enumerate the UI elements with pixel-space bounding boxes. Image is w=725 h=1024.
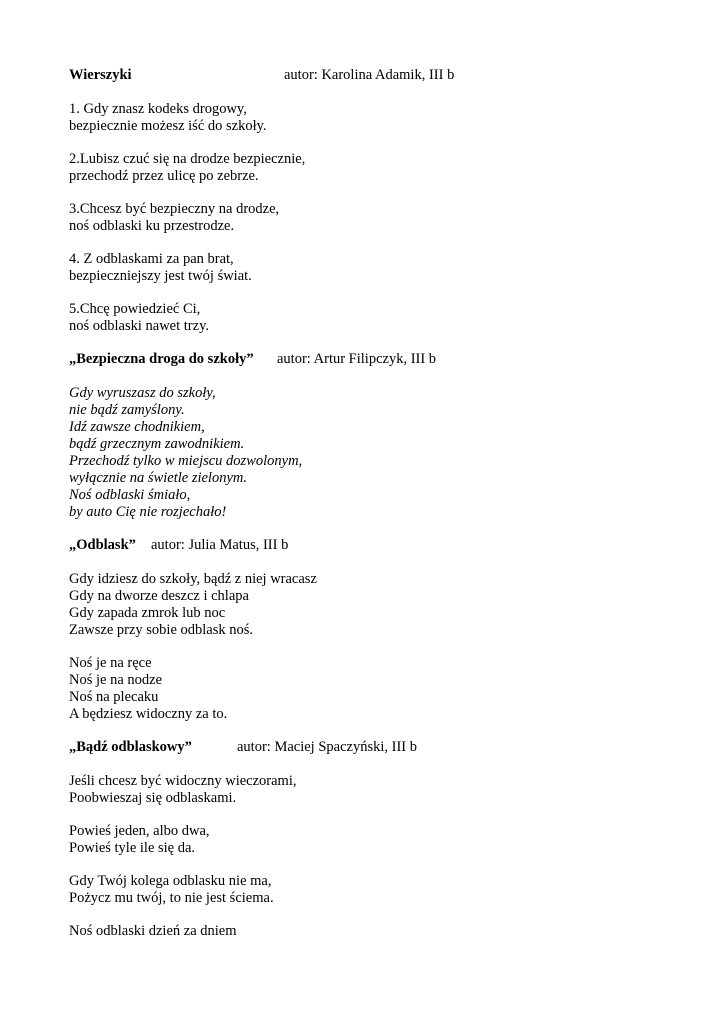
poem-heading	[69, 67, 689, 84]
poem-title: „Bądź odblaskowy”	[69, 739, 192, 755]
poem-stanza	[69, 873, 689, 907]
poem-title: „Bezpieczna droga do szkoły”	[69, 351, 254, 367]
poem-line: Gdy zapada zmrok lub noc	[69, 605, 226, 621]
poem-line: Gdy na dworze deszcz i chlapa	[69, 588, 249, 604]
poem-stanza	[69, 923, 689, 940]
poem-line: wyłącznie na świetle zielonym.	[69, 470, 247, 486]
poem-heading	[69, 351, 689, 368]
poem-line: Idź zawsze chodnikiem,	[69, 419, 205, 435]
poem-stanza	[69, 151, 689, 185]
poem-line: 5.Chcę powiedzieć Ci,	[69, 301, 201, 317]
poem-title: Wierszyki	[69, 67, 132, 83]
poem-stanza	[69, 385, 689, 521]
poem-author: autor: Karolina Adamik, III b	[284, 67, 455, 83]
poem-line: A będziesz widoczny za to.	[69, 706, 228, 722]
poem-line: bądź grzecznym zawodnikiem.	[69, 436, 245, 452]
poem-line: 3.Chcesz być bezpieczny na drodze,	[69, 201, 280, 217]
poem-line: Powieś jeden, albo dwa,	[69, 823, 210, 839]
poem-stanza	[69, 823, 689, 857]
poem-author: autor: Julia Matus, III b	[151, 537, 289, 553]
poem-stanza	[69, 571, 689, 639]
poem-line: bezpieczniejszy jest twój świat.	[69, 268, 252, 284]
document-page	[69, 67, 689, 940]
poem-line: Gdy idziesz do szkoły, bądź z niej wracasz	[69, 571, 317, 587]
poem-line: nie bądź zamyślony.	[69, 402, 185, 418]
poem-line: Powieś tyle ile się da.	[69, 840, 196, 856]
poem-line: by auto Cię nie rozjechało!	[69, 504, 227, 520]
poem-line: Noś je na nodze	[69, 672, 163, 688]
poem-line: 1. Gdy znasz kodeks drogowy,	[69, 101, 247, 117]
poem-line: noś odblaski ku przestrodze.	[69, 218, 235, 234]
poem-author: autor: Artur Filipczyk, III b	[277, 351, 437, 367]
poem-line: Noś na plecaku	[69, 689, 159, 705]
poem-line: Przechodź tylko w miejscu dozwolonym,	[69, 453, 303, 469]
poem-line: Noś odblaski śmiało,	[69, 487, 191, 503]
poem-line: Pożycz mu twój, to nie jest ściema.	[69, 890, 274, 906]
poem-line: Noś odblaski dzień za dniem	[69, 923, 237, 939]
poem-line: Noś je na ręce	[69, 655, 152, 671]
poem-line: Gdy wyruszasz do szkoły,	[69, 385, 216, 401]
poem-stanza	[69, 655, 689, 723]
poem-line: przechodź przez ulicę po zebrze.	[69, 168, 259, 184]
poem-stanza	[69, 773, 689, 807]
poem-line: noś odblaski nawet trzy.	[69, 318, 210, 334]
poem-line: 2.Lubisz czuć się na drodze bezpiecznie,	[69, 151, 306, 167]
poem-heading	[69, 537, 689, 554]
poem-line: Zawsze przy sobie odblask noś.	[69, 622, 254, 638]
poem-title: „Odblask”	[69, 537, 136, 553]
poem-stanza	[69, 101, 689, 135]
poem-author: autor: Maciej Spaczyński, III b	[237, 739, 417, 755]
poem-heading	[69, 739, 689, 756]
poem-line: 4. Z odblaskami za pan brat,	[69, 251, 234, 267]
poem-line: bezpiecznie możesz iść do szkoły.	[69, 118, 267, 134]
poem-stanza	[69, 251, 689, 285]
poem-line: Gdy Twój kolega odblasku nie ma,	[69, 873, 272, 889]
poem-line: Poobwieszaj się odblaskami.	[69, 790, 237, 806]
poem-stanza	[69, 201, 689, 235]
poem-stanza	[69, 301, 689, 335]
poem-line: Jeśli chcesz być widoczny wieczorami,	[69, 773, 297, 789]
